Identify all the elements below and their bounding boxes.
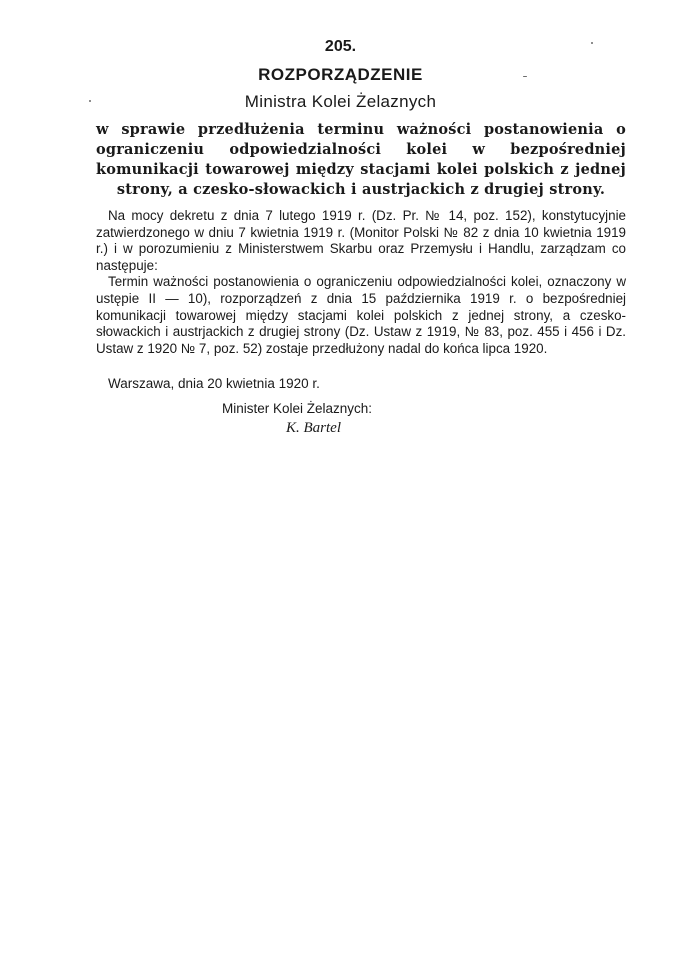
body-paragraph-1: Na mocy dekretu z dnia 7 lutego 1919 r. (Dz. Pr. № 14, poz. 152), konstytucyjnie zatwierdzonego w dniu 7 kwietnia 1919 r. (Monitor Polski № 82 z dnia 10 kwietnia 1919 r.) i w porozumieniu z Ministerstwem Skarbu oraz Przemysłu i Handlu, zarządzam co następuje:	[96, 208, 626, 273]
scan-speck	[89, 100, 91, 102]
document-body	[96, 208, 626, 357]
signer-title: Minister Kolei Żelaznych:	[222, 401, 373, 416]
scan-speck	[523, 76, 527, 77]
date-line: Warszawa, dnia 20 kwietnia 1920 r.	[108, 376, 320, 391]
document-number: 205.	[324, 38, 357, 55]
signer-name: K. Bartel	[286, 420, 341, 436]
ministry-name: Ministra Kolei Żelaznych	[244, 92, 437, 111]
document-title: ROZPORZĄDZENIE	[258, 65, 423, 84]
scan-speck	[591, 42, 593, 44]
document-subject: w sprawie przedłużenia terminu ważności postanowienia o ograniczeniu odpowiedzialności kolei w bezpośredniej komunikacji towarowej między stacjami kolei polskich z jednej strony, a czesko-słowackich i austrjackich z drugiej strony.	[96, 121, 626, 198]
body-paragraph-2: Termin ważności postanowienia o ograniczeniu odpowiedzialności kolei, oznaczony w ustępie II — 10), rozporządzeń z dnia 15 października 1919 r. o bezpośredniej komunikacji towarowej między stacjami kolei polskich z jednej strony, a czesko-słowackich i austrjackich z drugiej strony (Dz. Ustaw z 1919, № 83, poz. 455 i 456 i Dz. Ustaw z 1920 № 7, poz. 52) zostaje przedłużony nadal do końca lipca 1920.	[96, 274, 626, 356]
